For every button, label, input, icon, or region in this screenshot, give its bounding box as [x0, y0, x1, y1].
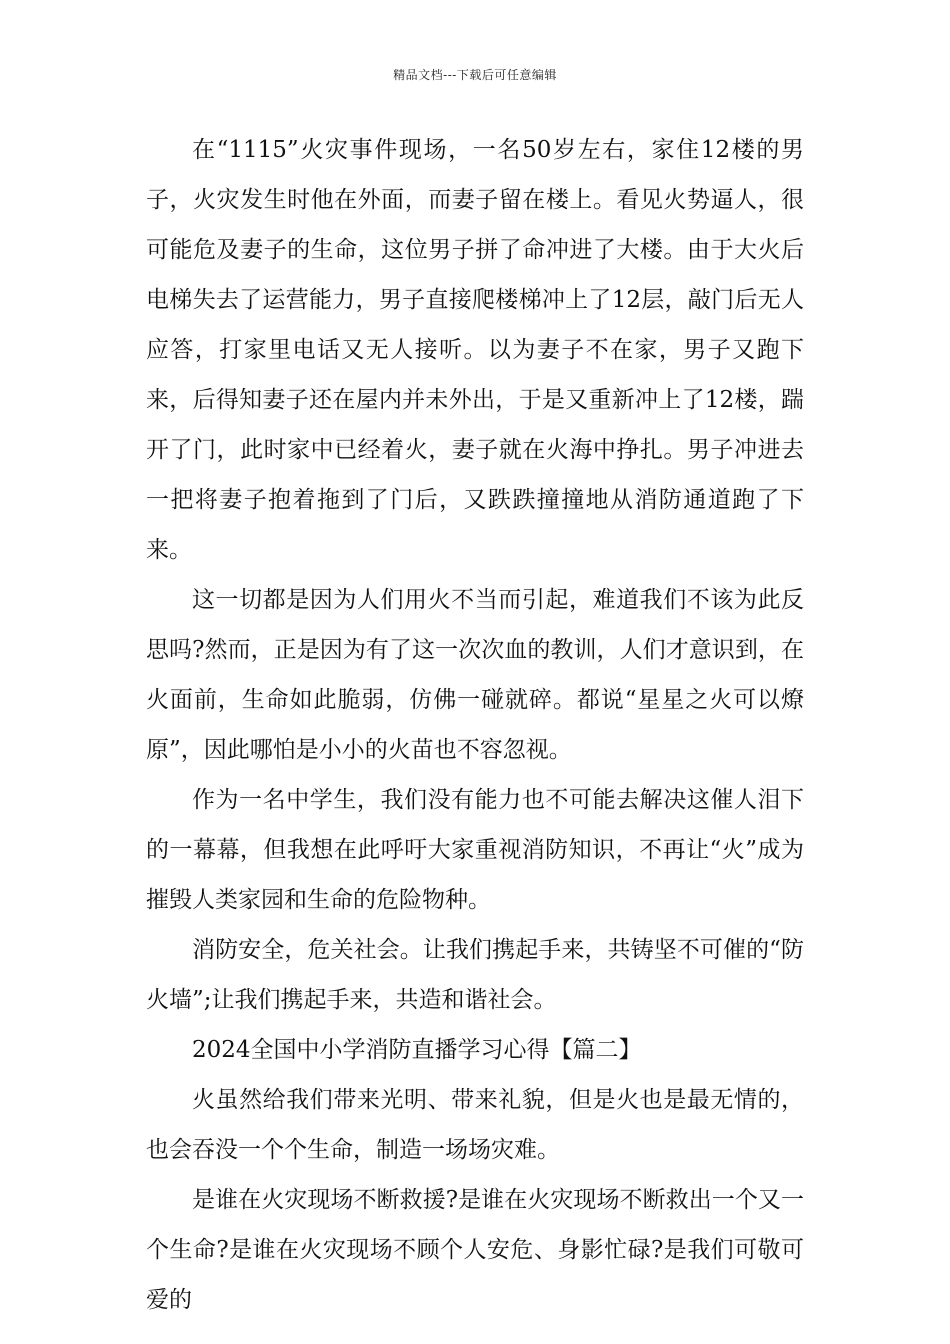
- paragraph-firefighters: 是谁在火灾现场不断救援?是谁在火灾现场不断救出一个又一个生命?是谁在火灾现场不顾个人安危、身影忙碌?是我们可敬可爱的: [146, 1187, 804, 1313]
- paragraph-reflection: 这一切都是因为人们用火不当而引起，难道我们不该为此反思吗?然而，正是因为有了这一次次血的教训，人们才意识到，在火面前，生命如此脆弱，仿佛一碰就碎。都说“星星之火可以燎原”，因此哪怕是小小的火苗也不容忽视。: [146, 587, 804, 763]
- paragraph-fire-intro: 火虽然给我们带来光明、带来礼貌，但是火也是最无情的，也会吞没一个个生命，制造一场场灾难。: [146, 1087, 804, 1163]
- paragraph-appeal: 作为一名中学生，我们没有能力也不可能去解决这催人泪下的一幕幕，但我想在此呼吁大家重视消防知识，不再让“火”成为摧毁人类家园和生命的危险物种。: [146, 787, 804, 913]
- page-header: 精品文档---下载后可任意编辑: [393, 68, 557, 82]
- paragraph-fire-rescue-story: 在“1115”火灾事件现场，一名50岁左右，家住12楼的男子，火灾发生时他在外面，而妻子留在楼上。看见火势逼人，很可能危及妻子的生命，这位男子拼了命冲进了大楼。由于大火后电梯失去了运营能力，男子直接爬楼梯冲上了12层，敲门后无人应答，打家里电话又无人接听。以为妻子不在家，男子又跑下来，后得知妻子还在屋内并未外出，于是又重新冲上了12楼，踹开了门，此时家中已经着火，妻子就在火海中挣扎。男子冲进去一把将妻子抱着拖到了门后，又跌跌撞撞地从消防通道跑了下来。: [146, 137, 804, 563]
- section-heading: 2024全国中小学消防直播学习心得【篇二】: [192, 1037, 642, 1063]
- paragraph-call-to-action: 消防安全，危关社会。让我们携起手来，共铸坚不可催的“防火墙”;让我们携起手来，共造和谐社会。: [146, 937, 804, 1013]
- document-body: [146, 125, 804, 1325]
